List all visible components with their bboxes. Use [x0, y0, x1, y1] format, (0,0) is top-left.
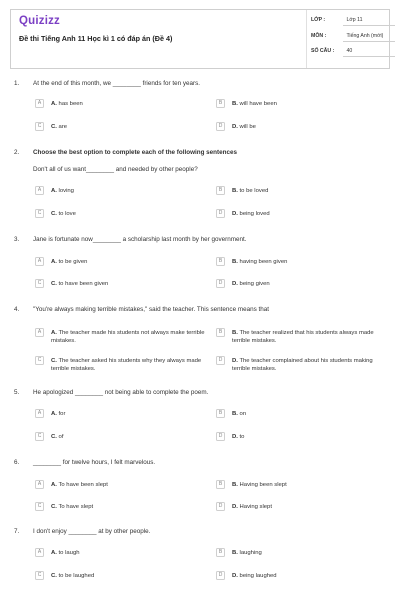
question-text: ________ for twelve hours, I felt marvelous. [33, 459, 156, 466]
option-letter-badge: D [216, 432, 225, 441]
meta-line [343, 25, 395, 26]
meta-line [343, 56, 395, 57]
option-key: D. [232, 281, 238, 287]
option-key: A. [51, 188, 57, 194]
option-text: to be given [58, 259, 88, 265]
option-letter-badge: A [35, 409, 44, 418]
meta-line [343, 41, 395, 42]
option-key: B. [232, 482, 238, 488]
option-key: D. [232, 358, 238, 364]
option-letter-badge: D [216, 571, 225, 580]
option-key: D. [232, 124, 238, 130]
option-letter-badge: B [216, 186, 225, 195]
option-text: Having been slept [239, 482, 287, 488]
option-text: to laugh [58, 550, 80, 556]
question-number: 5. [14, 389, 20, 396]
option-key: B. [232, 101, 238, 107]
option-text: To have been slept [58, 482, 108, 488]
option-letter-badge: D [216, 356, 225, 365]
option-letter-badge: C [35, 432, 44, 441]
option-text: Having slept [239, 504, 272, 510]
meta-subject-value: Tiếng Anh (mới) [346, 33, 384, 39]
option-key: A. [51, 259, 57, 265]
option-text: The teacher complained about his students making terrible mistakes. [232, 358, 373, 372]
meta-class-key: LỚP : [311, 17, 326, 23]
option-key: B. [232, 259, 238, 265]
meta-subject-key: MÔN : [311, 33, 327, 39]
option-text: The teacher asked his students why they always made terrible mistakes. [51, 358, 202, 372]
option-text: to be laughed [58, 573, 95, 579]
option-text: on [239, 411, 247, 417]
option-letter-badge: B [216, 548, 225, 557]
option-text: To have slept [58, 504, 94, 510]
option-text: being given [239, 281, 270, 287]
option-text: to be loved [239, 188, 269, 194]
question-number: 1. [14, 80, 20, 87]
option-letter-badge: A [35, 480, 44, 489]
worksheet-title: Đề thi Tiếng Anh 11 Học kì 1 có đáp án (Đề 4) [19, 34, 173, 43]
meta-count-row [311, 48, 352, 54]
meta-count-value: 40 [346, 48, 353, 54]
question-text: I don't enjoy ________ at by other people. [33, 528, 151, 535]
option-key: A. [51, 101, 57, 107]
option-letter-badge: C [35, 279, 44, 288]
option-key: D. [232, 573, 238, 579]
option-text: The teacher made his students not always make terrible mistakes. [51, 330, 205, 344]
option-text: The teacher realized that his students always made terrible mistakes. [232, 330, 374, 344]
option-letter-badge: B [216, 257, 225, 266]
option-key: A. [51, 330, 57, 336]
option-letter-badge: A [35, 257, 44, 266]
question-number: 6. [14, 459, 20, 466]
option-letter-badge: C [35, 356, 44, 365]
option-key: C. [51, 358, 57, 364]
option-letter-badge: D [216, 122, 225, 131]
option-letter-badge: D [216, 502, 225, 511]
option-letter-badge: B [216, 409, 225, 418]
option-key: C. [51, 124, 57, 130]
option-key: A. [51, 550, 57, 556]
meta-class-row [311, 17, 362, 23]
option-key: B. [232, 411, 238, 417]
option-key: D. [232, 504, 238, 510]
option-key: D. [232, 211, 238, 217]
option-text: having been given [239, 259, 288, 265]
option-letter-badge: D [216, 279, 225, 288]
option-key: B. [232, 188, 238, 194]
option-text: to [239, 434, 245, 440]
option-letter-badge: A [35, 186, 44, 195]
option-text: will have been [239, 101, 277, 107]
option-letter-badge: C [35, 571, 44, 580]
question-text: Choose the best option to complete each of the following sentences [33, 149, 237, 156]
question-number: 7. [14, 528, 20, 535]
option-letter-badge: B [216, 480, 225, 489]
option-text: are [58, 124, 68, 130]
worksheet-header [10, 9, 390, 69]
question-number: 3. [14, 236, 20, 243]
option-letter-badge: A [35, 328, 44, 337]
option-letter-badge: D [216, 209, 225, 218]
meta-class-value: Lớp 11 [346, 17, 363, 23]
option-key: B. [232, 330, 238, 336]
option-letter-badge: C [35, 502, 44, 511]
option-text: laughing [239, 550, 262, 556]
option-text: to have been given [58, 281, 109, 287]
option-text: to love [58, 211, 76, 217]
option-text: has been [58, 101, 83, 107]
question-text: At the end of this month, we ________ friends for ten years. [33, 80, 200, 87]
question-number: 4. [14, 306, 20, 313]
option-key: C. [51, 573, 57, 579]
option-letter-badge: C [35, 122, 44, 131]
question-number: 2. [14, 149, 20, 156]
option-text: being loved [239, 211, 270, 217]
option-text: being laughed [239, 573, 277, 579]
quizizz-logo: Quizizz [19, 15, 61, 27]
question-text: "You're always making terrible mistakes," said the teacher. This sentence means that [33, 306, 269, 313]
option-key: C. [51, 504, 57, 510]
option-letter-badge: B [216, 99, 225, 108]
option-letter-badge: B [216, 328, 225, 337]
meta-count-key: SỐ CÂU : [311, 48, 335, 54]
option-letter-badge: A [35, 548, 44, 557]
option-key: A. [51, 482, 57, 488]
question-text: Jane is fortunate now________ a scholarship last month by her government. [33, 236, 247, 243]
header-divider [306, 10, 307, 68]
option-key: C. [51, 434, 57, 440]
option-text: for [58, 411, 66, 417]
option-key: C. [51, 211, 57, 217]
meta-subject-row [311, 33, 383, 39]
option-text: will be [239, 124, 256, 130]
option-letter-badge: A [35, 99, 44, 108]
question-text: He apologized ________ not being able to complete the poem. [33, 389, 209, 396]
option-key: B. [232, 550, 238, 556]
option-key: C. [51, 281, 57, 287]
question-subtext: Don't all of us want________ and needed by other people? [33, 166, 198, 173]
option-text: of [58, 434, 64, 440]
option-text: loving [58, 188, 74, 194]
option-key: A. [51, 411, 57, 417]
option-letter-badge: C [35, 209, 44, 218]
option-key: D. [232, 434, 238, 440]
